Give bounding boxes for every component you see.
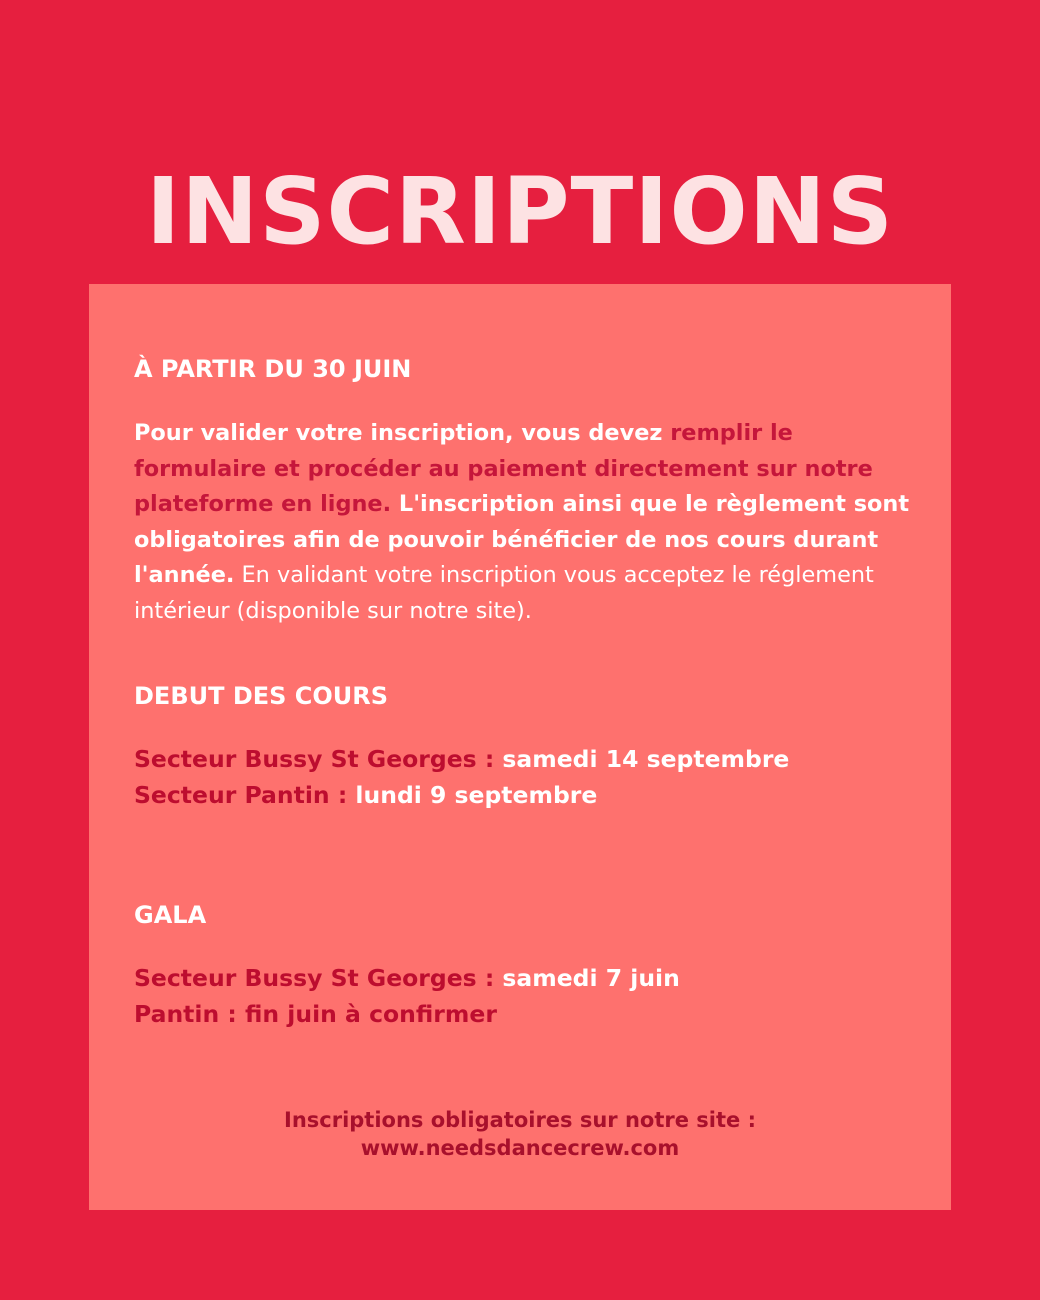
footer-note: [89, 1106, 951, 1162]
registration-text-mandatory: L'inscription ainsi que le règlement sont obligatoires afin de pouvoir bénéficier de nos cours durant l'année.: [134, 491, 910, 588]
course-start-sector-label: Secteur Pantin :: [134, 781, 348, 809]
course-start-heading: DEBUT DES COURS: [134, 682, 389, 710]
registration-paragraph: [134, 416, 914, 629]
list-item: [134, 960, 680, 996]
website-link[interactable]: www.needsdancecrew.com: [360, 1136, 680, 1160]
course-start-date: lundi 9 septembre: [347, 781, 598, 809]
gala-sector-label: Pantin : fin juin à confirmer: [134, 1000, 497, 1028]
gala-heading: GALA: [134, 901, 207, 929]
registration-text-intro: Pour valider votre inscription, vous devez: [134, 420, 671, 446]
course-start-sector-label: Secteur Bussy St Georges :: [134, 745, 495, 773]
gala-sector-label: Secteur Bussy St Georges :: [134, 964, 495, 992]
registration-text-terms: En validant votre inscription vous acceptez le réglement intérieur (disponible sur notre site).: [134, 562, 874, 624]
list-item: [134, 996, 680, 1032]
course-start-list: [134, 741, 789, 813]
page-title: INSCRIPTIONS: [146, 157, 894, 265]
gala-list: [134, 960, 680, 1032]
footer-line: Inscriptions obligatoires sur notre site :: [284, 1108, 756, 1132]
registration-heading: À PARTIR DU 30 JUIN: [134, 355, 412, 383]
gala-date: samedi 7 juin: [494, 964, 680, 992]
list-item: [134, 777, 789, 813]
info-card: [89, 284, 951, 1210]
registration-text-highlight: remplir le formulaire et procéder au paiement directement sur notre plateforme en ligne.: [134, 420, 873, 517]
course-start-date: samedi 14 septembre: [494, 745, 790, 773]
list-item: [134, 741, 789, 777]
